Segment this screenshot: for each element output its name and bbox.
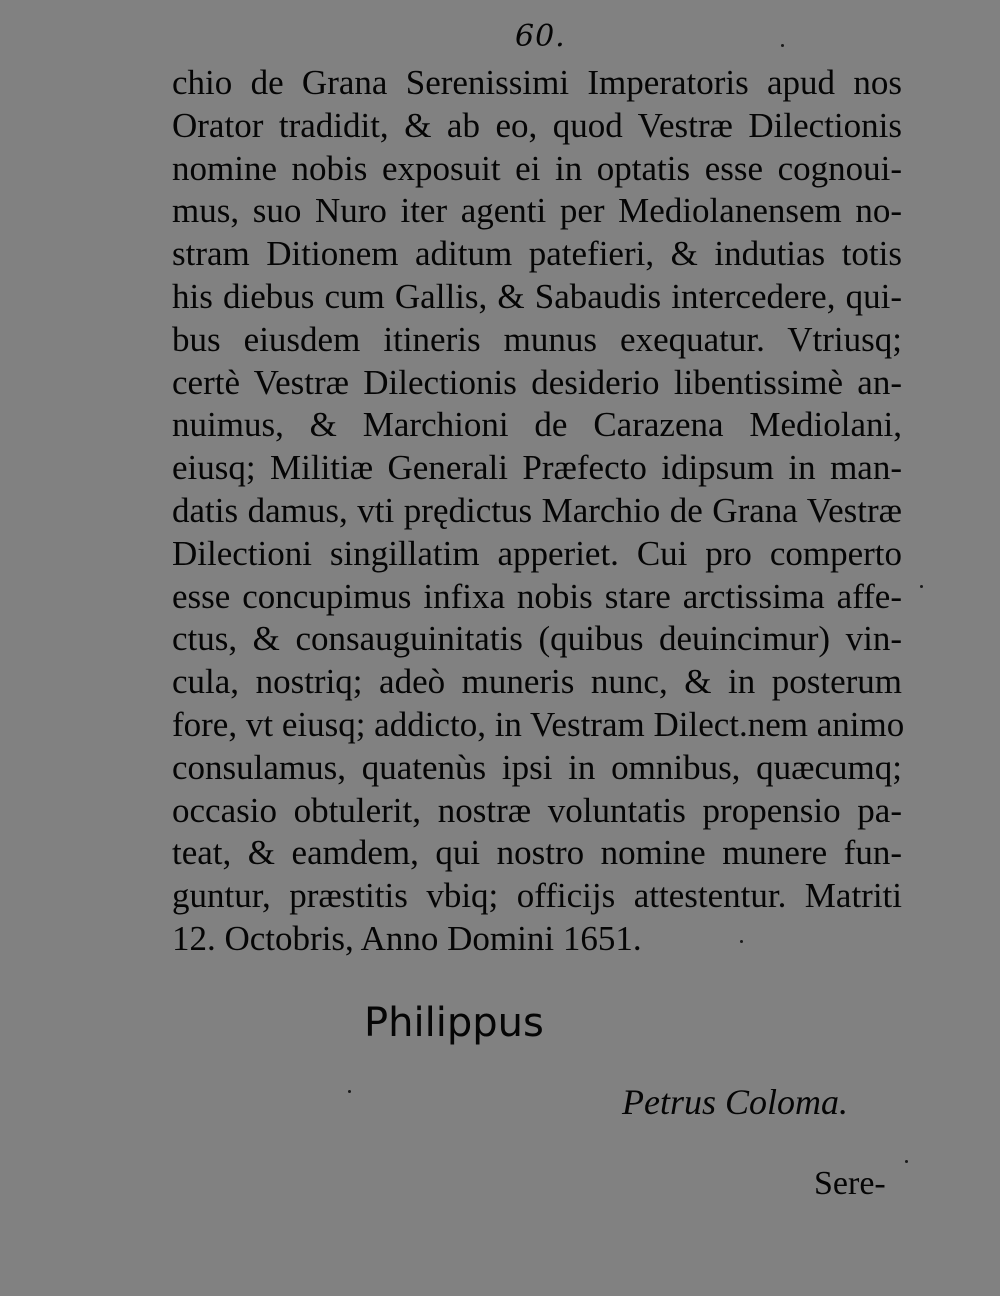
text-line: Orator tradidit, & ab eo, quod Vestræ Dilectionis [172, 105, 902, 145]
scan-speck [781, 44, 784, 47]
text-line: fore, vt eiusq; addicto, in Vestram Dilect.nem animo [172, 704, 905, 744]
catchword: Sere- [814, 1165, 886, 1202]
signature-secretary: Petrus Coloma. [622, 1082, 849, 1122]
scan-speck [905, 1160, 908, 1163]
text-line: nuimus, & Marchioni de Carazena Mediolani, [172, 405, 902, 445]
text-line: his diebus cum Gallis, & Sabaudis intercedere, qui- [172, 276, 902, 316]
text-line: esse concupimus infixa nobis stare arctissima affe- [172, 576, 902, 616]
text-line: Dilectioni singillatim apperiet. Cui pro comperto [172, 533, 902, 573]
text-line: occasio obtulerit, nostræ voluntatis propensio pa- [172, 790, 902, 830]
scan-speck [740, 940, 743, 943]
scan-speck [920, 585, 923, 588]
text-line: certè Vestræ Dilectionis desiderio libentissimè an- [172, 362, 902, 402]
text-line: datis damus, vti prędictus Marchio de Grana Vestræ [172, 490, 902, 530]
text-line: eiusq; Militiæ Generali Præfecto idipsum in man- [172, 448, 902, 488]
text-line: stram Ditionem aditum patefieri, & indutias totis [172, 234, 902, 274]
text-line: 12. Octobris, Anno Domini 1651. [172, 918, 642, 958]
text-line: mus, suo Nuro iter agenti per Mediolanensem no- [172, 191, 902, 231]
text-line: chio de Grana Serenissimi Imperatoris apud nos [172, 63, 902, 102]
body-text [172, 62, 905, 961]
text-line: guntur, præstitis vbiq; officijs attestentur. Matriti [172, 876, 902, 916]
scan-speck [348, 1090, 351, 1093]
signature-philippus: Philippus [364, 1000, 544, 1046]
text-line: teat, & eamdem, qui nostro nomine munere fun- [172, 833, 902, 873]
page-number: 60. [515, 19, 566, 54]
text-line: ctus, & consauguinitatis (quibus deuincimur) vin- [172, 619, 902, 659]
text-line: consulamus, quatenùs ipsi in omnibus, quæcumq; [172, 747, 902, 787]
text-line: cula, nostriq; adeò muneris nunc, & in posterum [172, 662, 902, 702]
text-line: bus eiusdem itineris munus exequatur. Vtriusq; [172, 319, 902, 359]
text-line: nomine nobis exposuit ei in optatis esse cognoui- [172, 148, 902, 188]
